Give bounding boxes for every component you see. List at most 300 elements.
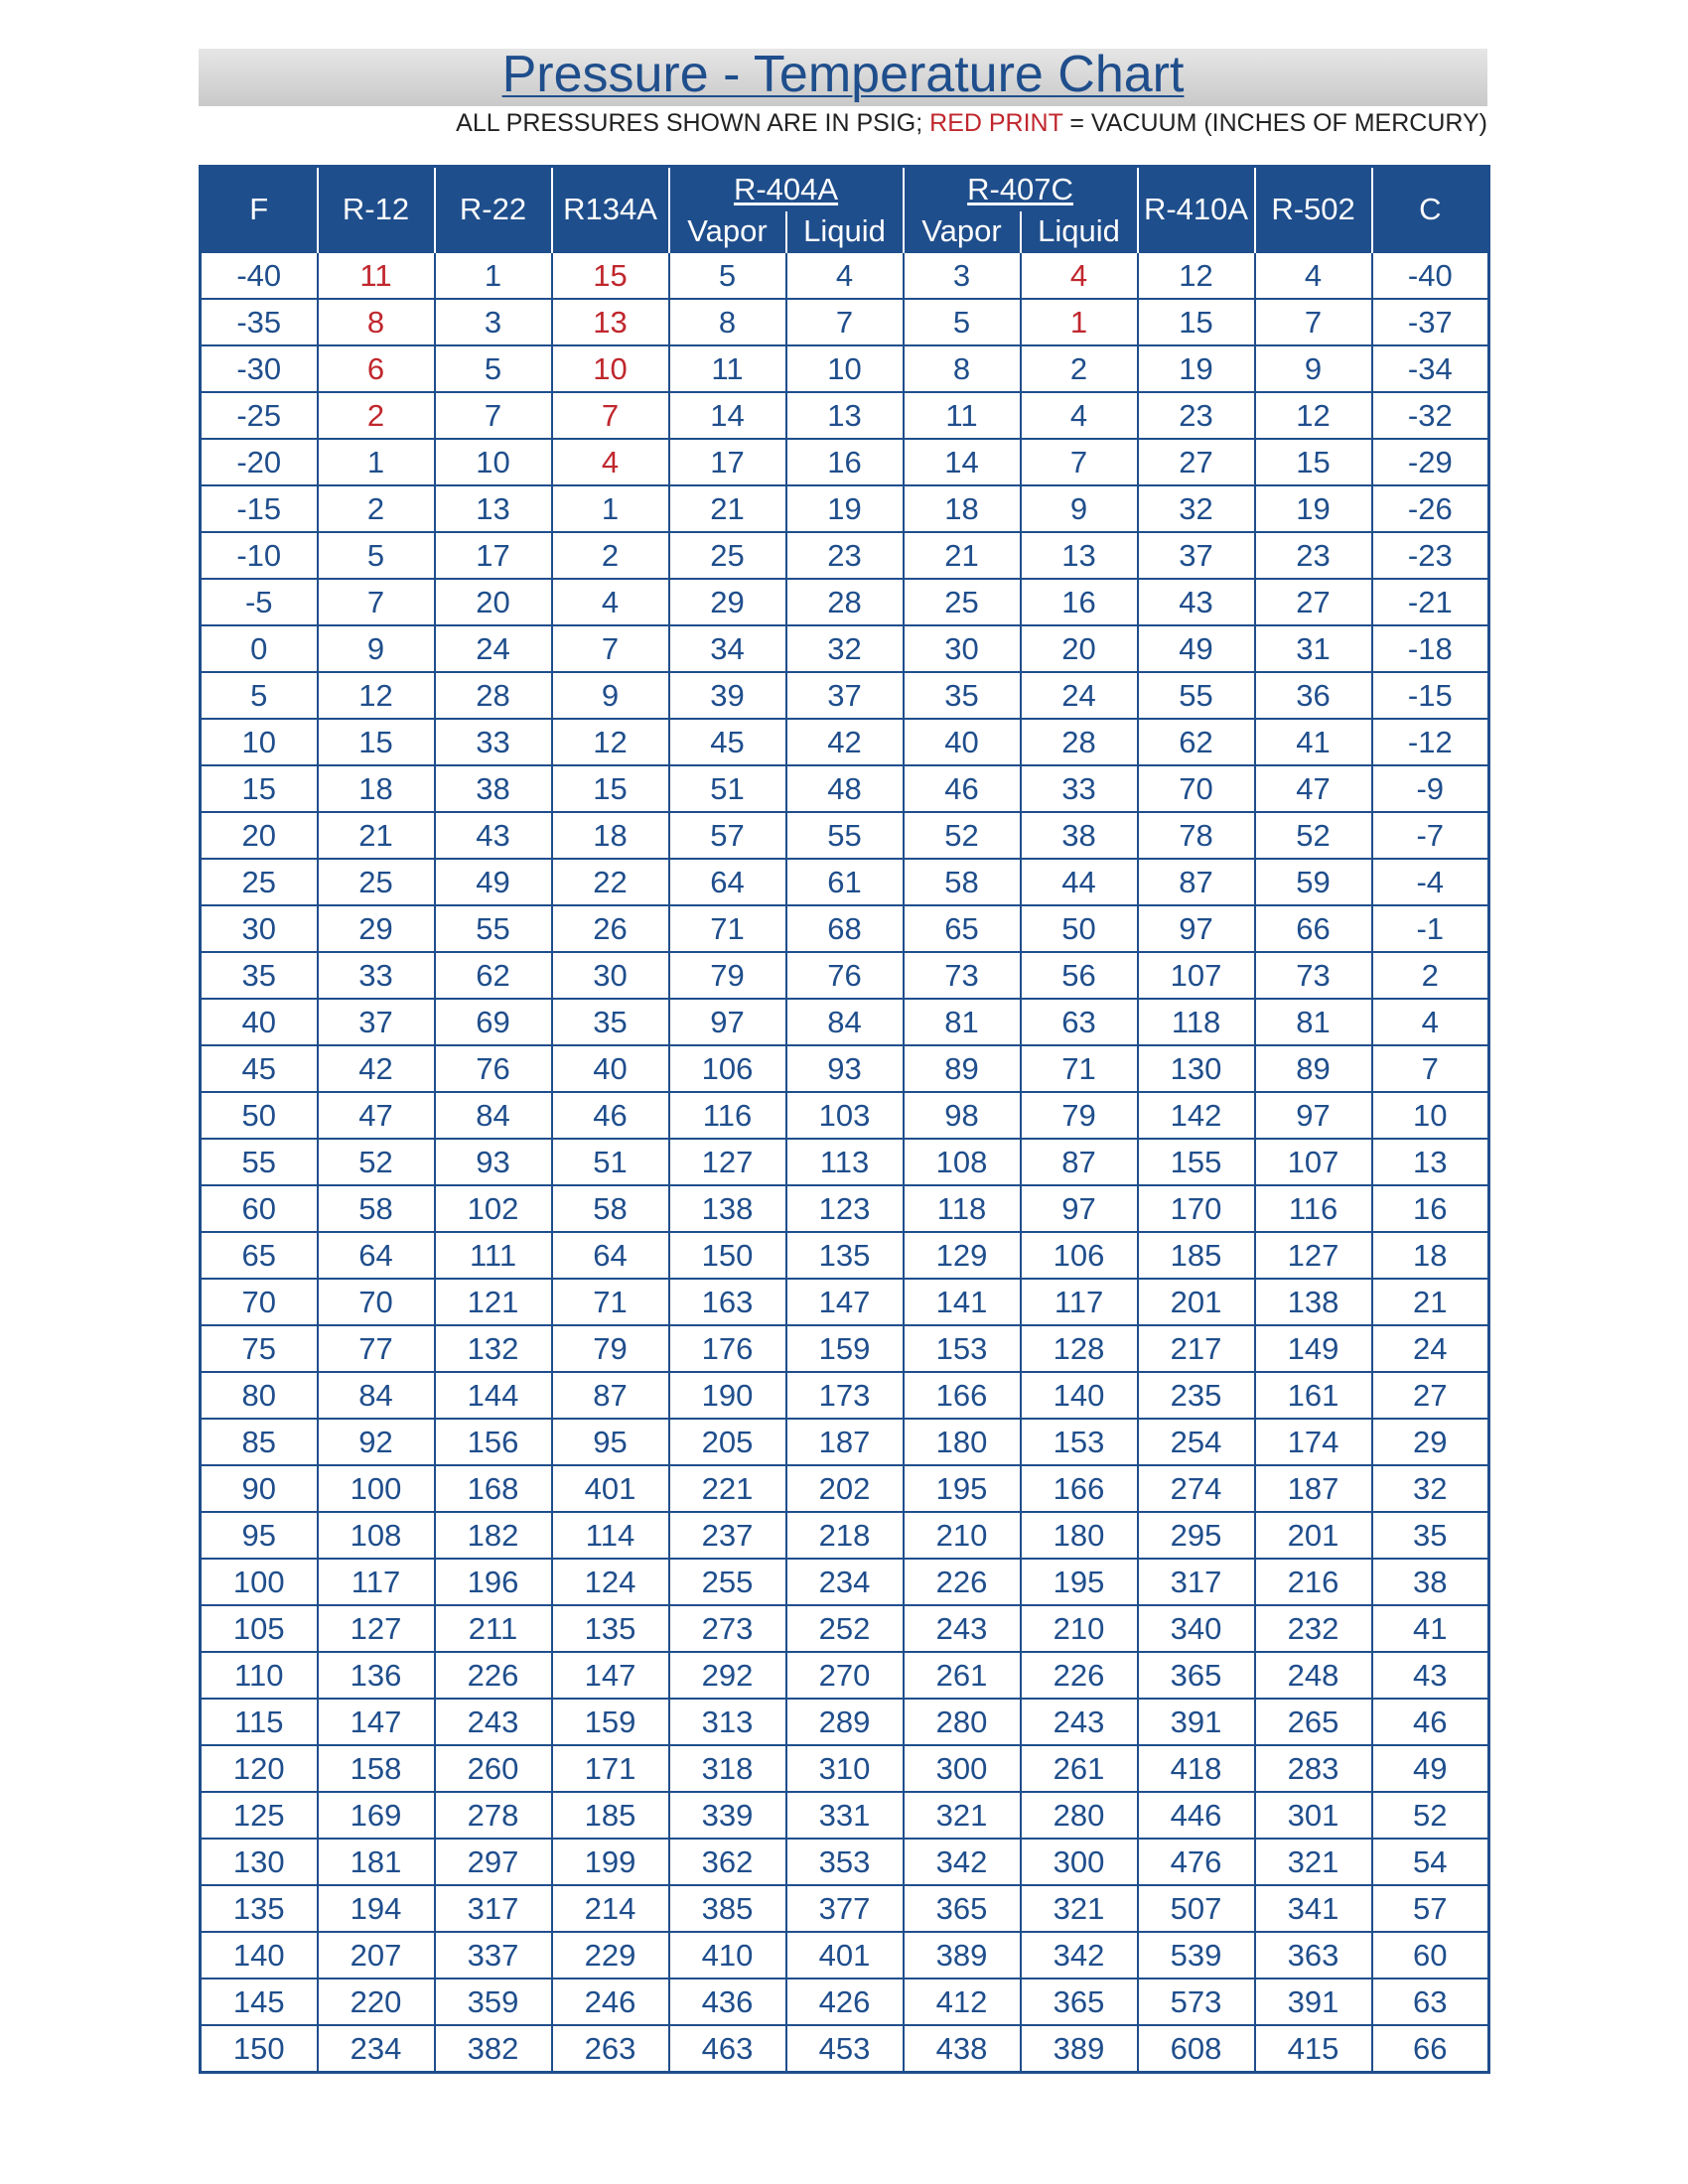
- table-cell: 27: [1372, 1372, 1489, 1419]
- table-cell: 401: [786, 1932, 904, 1979]
- table-cell: -10: [201, 532, 318, 579]
- table-row: [201, 1932, 1489, 1979]
- table-cell: 14: [904, 439, 1021, 485]
- table-cell: 97: [1255, 1092, 1372, 1139]
- table-cell: 187: [1255, 1465, 1372, 1512]
- table-cell: 48: [786, 765, 904, 812]
- table-cell: 7: [552, 392, 669, 439]
- table-cell: 89: [904, 1045, 1021, 1092]
- table-cell: 1: [552, 485, 669, 532]
- table-cell: 340: [1138, 1605, 1255, 1652]
- table-cell: 64: [552, 1232, 669, 1279]
- table-cell: 55: [201, 1139, 318, 1185]
- table-cell: 95: [552, 1419, 669, 1465]
- table-cell: 6: [318, 345, 435, 392]
- table-row: [201, 299, 1489, 345]
- table-cell: 132: [435, 1325, 552, 1372]
- table-row: [201, 1605, 1489, 1652]
- table-cell: 28: [786, 579, 904, 625]
- table-cell: 226: [904, 1559, 1021, 1605]
- table-cell: 98: [904, 1092, 1021, 1139]
- table-cell: 265: [1255, 1699, 1372, 1745]
- table-cell: 205: [669, 1419, 786, 1465]
- table-cell: 341: [1255, 1885, 1372, 1932]
- table-cell: 138: [669, 1185, 786, 1232]
- table-cell: 73: [904, 952, 1021, 999]
- table-cell: 158: [318, 1745, 435, 1792]
- table-cell: 58: [552, 1185, 669, 1232]
- table-cell: 9: [552, 672, 669, 719]
- table-row: [201, 579, 1489, 625]
- table-cell: 166: [904, 1372, 1021, 1419]
- table-cell: 261: [904, 1652, 1021, 1699]
- table-cell: 89: [1255, 1045, 1372, 1092]
- table-cell: 310: [786, 1745, 904, 1792]
- table-cell: 359: [435, 1979, 552, 2025]
- table-cell: -12: [1372, 719, 1489, 765]
- table-cell: 9: [1021, 485, 1138, 532]
- table-cell: 342: [1021, 1932, 1138, 1979]
- table-cell: 106: [1021, 1232, 1138, 1279]
- table-cell: 182: [435, 1512, 552, 1559]
- table-cell: 32: [1372, 1465, 1489, 1512]
- table-cell: 55: [435, 905, 552, 952]
- table-cell: 125: [201, 1792, 318, 1839]
- table-cell: 84: [435, 1092, 552, 1139]
- table-cell: 71: [1021, 1045, 1138, 1092]
- table-cell: 62: [435, 952, 552, 999]
- table-cell: -40: [201, 252, 318, 299]
- table-cell: 260: [435, 1745, 552, 1792]
- table-cell: 248: [1255, 1652, 1372, 1699]
- table-cell: 149: [1255, 1325, 1372, 1372]
- table-cell: -26: [1372, 485, 1489, 532]
- table-cell: 14: [669, 392, 786, 439]
- table-cell: 44: [1021, 859, 1138, 905]
- table-cell: -1: [1372, 905, 1489, 952]
- table-cell: 79: [669, 952, 786, 999]
- table-cell: 321: [904, 1792, 1021, 1839]
- table-cell: 42: [786, 719, 904, 765]
- table-cell: 57: [669, 812, 786, 859]
- table-cell: 120: [201, 1745, 318, 1792]
- table-cell: 136: [318, 1652, 435, 1699]
- table-cell: 252: [786, 1605, 904, 1652]
- table-row: [201, 1419, 1489, 1465]
- table-cell: 163: [669, 1279, 786, 1325]
- table-cell: 78: [1138, 812, 1255, 859]
- table-cell: 199: [552, 1839, 669, 1885]
- table-cell: 25: [904, 579, 1021, 625]
- table-cell: 63: [1372, 1979, 1489, 2025]
- header-r407c: R-407C: [904, 167, 1138, 212]
- table-cell: 156: [435, 1419, 552, 1465]
- table-cell: 217: [1138, 1325, 1255, 1372]
- table-row: [201, 1325, 1489, 1372]
- table-cell: 13: [1372, 1139, 1489, 1185]
- table-cell: 70: [1138, 765, 1255, 812]
- table-cell: 0: [201, 625, 318, 672]
- table-cell: 171: [552, 1745, 669, 1792]
- table-cell: -15: [1372, 672, 1489, 719]
- table-cell: 130: [1138, 1045, 1255, 1092]
- table-cell: 446: [1138, 1792, 1255, 1839]
- table-cell: 234: [318, 2025, 435, 2073]
- table-cell: 127: [318, 1605, 435, 1652]
- table-cell: 2: [1372, 952, 1489, 999]
- table-cell: 20: [435, 579, 552, 625]
- table-cell: 60: [201, 1185, 318, 1232]
- table-cell: 26: [552, 905, 669, 952]
- table-cell: 121: [435, 1279, 552, 1325]
- table-cell: 40: [904, 719, 1021, 765]
- table-cell: 339: [669, 1792, 786, 1839]
- table-cell: -5: [201, 579, 318, 625]
- table-cell: 331: [786, 1792, 904, 1839]
- table-cell: 71: [552, 1279, 669, 1325]
- table-cell: 93: [786, 1045, 904, 1092]
- table-cell: 49: [1138, 625, 1255, 672]
- table-cell: 20: [201, 812, 318, 859]
- table-cell: 100: [201, 1559, 318, 1605]
- table-cell: 16: [786, 439, 904, 485]
- table-cell: 202: [786, 1465, 904, 1512]
- table-cell: 19: [786, 485, 904, 532]
- header-r404a-vapor: Vapor: [669, 211, 786, 252]
- table-cell: -18: [1372, 625, 1489, 672]
- table-cell: 31: [1255, 625, 1372, 672]
- table-cell: 385: [669, 1885, 786, 1932]
- table-cell: 87: [552, 1372, 669, 1419]
- table-cell: 77: [318, 1325, 435, 1372]
- table-row: [201, 1092, 1489, 1139]
- table-cell: 135: [786, 1232, 904, 1279]
- table-cell: 5: [669, 252, 786, 299]
- table-cell: 46: [1372, 1699, 1489, 1745]
- table-cell: 476: [1138, 1839, 1255, 1885]
- table-cell: 180: [1021, 1512, 1138, 1559]
- table-cell: 24: [1372, 1325, 1489, 1372]
- table-cell: 4: [1372, 999, 1489, 1045]
- table-cell: 412: [904, 1979, 1021, 2025]
- table-body: [201, 252, 1489, 2073]
- table-row: [201, 1652, 1489, 1699]
- table-cell: -40: [1372, 252, 1489, 299]
- table-cell: 25: [318, 859, 435, 905]
- table-row: [201, 345, 1489, 392]
- table-cell: -37: [1372, 299, 1489, 345]
- table-cell: 3: [904, 252, 1021, 299]
- table-row: [201, 1745, 1489, 1792]
- table-cell: 41: [1255, 719, 1372, 765]
- table-cell: 12: [1138, 252, 1255, 299]
- table-cell: 313: [669, 1699, 786, 1745]
- table-cell: 261: [1021, 1745, 1138, 1792]
- table-cell: 300: [904, 1745, 1021, 1792]
- table-cell: 539: [1138, 1932, 1255, 1979]
- table-cell: 196: [435, 1559, 552, 1605]
- table-cell: 17: [669, 439, 786, 485]
- table-row: [201, 625, 1489, 672]
- table-cell: 1: [1021, 299, 1138, 345]
- table-cell: 166: [1021, 1465, 1138, 1512]
- table-cell: 45: [669, 719, 786, 765]
- table-cell: 7: [552, 625, 669, 672]
- table-cell: 54: [1372, 1839, 1489, 1885]
- table-cell: 28: [1021, 719, 1138, 765]
- table-cell: 12: [318, 672, 435, 719]
- table-row: [201, 672, 1489, 719]
- table-cell: 114: [552, 1512, 669, 1559]
- table-cell: 23: [786, 532, 904, 579]
- table-cell: 4: [552, 439, 669, 485]
- table-cell: 187: [786, 1419, 904, 1465]
- table-cell: 85: [201, 1419, 318, 1465]
- table-cell: -20: [201, 439, 318, 485]
- table-cell: 60: [1372, 1932, 1489, 1979]
- table-row: [201, 812, 1489, 859]
- table-cell: 195: [904, 1465, 1021, 1512]
- table-cell: 76: [435, 1045, 552, 1092]
- table-cell: 124: [552, 1559, 669, 1605]
- table-cell: 35: [1372, 1512, 1489, 1559]
- table-cell: 389: [1021, 2025, 1138, 2073]
- table-cell: 95: [201, 1512, 318, 1559]
- table-cell: 108: [318, 1512, 435, 1559]
- table-cell: 365: [1138, 1652, 1255, 1699]
- table-cell: 232: [1255, 1605, 1372, 1652]
- table-row: [201, 1792, 1489, 1839]
- table-cell: 87: [1138, 859, 1255, 905]
- header-r12: R-12: [318, 167, 435, 253]
- table-cell: 51: [552, 1139, 669, 1185]
- table-cell: 207: [318, 1932, 435, 1979]
- table-cell: 5: [435, 345, 552, 392]
- units-note-part1: ALL PRESSURES SHOWN ARE IN PSIG;: [456, 109, 930, 137]
- table-cell: 353: [786, 1839, 904, 1885]
- table-cell: 4: [1255, 252, 1372, 299]
- table-cell: 92: [318, 1419, 435, 1465]
- table-cell: 29: [1372, 1419, 1489, 1465]
- table-cell: 7: [318, 579, 435, 625]
- units-note: [456, 107, 1487, 139]
- table-cell: 66: [1372, 2025, 1489, 2073]
- table-cell: 317: [435, 1885, 552, 1932]
- table-cell: 401: [552, 1465, 669, 1512]
- table-cell: 23: [1255, 532, 1372, 579]
- table-cell: 9: [318, 625, 435, 672]
- table-cell: 97: [669, 999, 786, 1045]
- page-title: Pressure - Temperature Chart: [501, 46, 1185, 103]
- table-cell: 36: [1255, 672, 1372, 719]
- table-cell: 274: [1138, 1465, 1255, 1512]
- table-cell: 507: [1138, 1885, 1255, 1932]
- table-cell: 22: [552, 859, 669, 905]
- table-cell: 263: [552, 2025, 669, 2073]
- table-row: [201, 485, 1489, 532]
- table-cell: 115: [201, 1699, 318, 1745]
- table-cell: 38: [1021, 812, 1138, 859]
- table-cell: 43: [1372, 1652, 1489, 1699]
- table-row: [201, 1045, 1489, 1092]
- table-cell: 23: [1138, 392, 1255, 439]
- table-cell: 4: [552, 579, 669, 625]
- table-cell: 10: [1372, 1092, 1489, 1139]
- table-cell: 173: [786, 1372, 904, 1419]
- table-row: [201, 859, 1489, 905]
- table-cell: 214: [552, 1885, 669, 1932]
- header-r22: R-22: [435, 167, 552, 253]
- table-cell: 138: [1255, 1279, 1372, 1325]
- table-cell: 195: [1021, 1559, 1138, 1605]
- table-cell: -21: [1372, 579, 1489, 625]
- table-cell: 27: [1255, 579, 1372, 625]
- table-cell: 10: [435, 439, 552, 485]
- table-cell: 80: [201, 1372, 318, 1419]
- pressure-temperature-table: [199, 165, 1490, 2074]
- table-cell: -23: [1372, 532, 1489, 579]
- table-cell: 128: [1021, 1325, 1138, 1372]
- table-cell: 147: [552, 1652, 669, 1699]
- table-row: [201, 1279, 1489, 1325]
- header-r134a: R134A: [552, 167, 669, 253]
- table-cell: 100: [318, 1465, 435, 1512]
- table-cell: 116: [669, 1092, 786, 1139]
- table-cell: 17: [435, 532, 552, 579]
- table-cell: 140: [201, 1932, 318, 1979]
- table-cell: 365: [1021, 1979, 1138, 2025]
- table-cell: 7: [1255, 299, 1372, 345]
- table-cell: 90: [201, 1465, 318, 1512]
- table-cell: 15: [552, 252, 669, 299]
- table-cell: 40: [552, 1045, 669, 1092]
- table-cell: 283: [1255, 1745, 1372, 1792]
- table-cell: 47: [1255, 765, 1372, 812]
- table-cell: 21: [318, 812, 435, 859]
- table-cell: 321: [1255, 1839, 1372, 1885]
- table-cell: 52: [1372, 1792, 1489, 1839]
- table-cell: 19: [1255, 485, 1372, 532]
- table-cell: 38: [435, 765, 552, 812]
- table-cell: 32: [786, 625, 904, 672]
- table-cell: 117: [1021, 1279, 1138, 1325]
- table-cell: 110: [201, 1652, 318, 1699]
- table-row: [201, 765, 1489, 812]
- table-cell: 40: [201, 999, 318, 1045]
- table-cell: 24: [435, 625, 552, 672]
- table-cell: -30: [201, 345, 318, 392]
- table-cell: 73: [1255, 952, 1372, 999]
- table-cell: 81: [1255, 999, 1372, 1045]
- table-cell: 161: [1255, 1372, 1372, 1419]
- table-row: [201, 1372, 1489, 1419]
- table-cell: 243: [1021, 1699, 1138, 1745]
- table-cell: 180: [904, 1419, 1021, 1465]
- table-row: [201, 439, 1489, 485]
- table-cell: 190: [669, 1372, 786, 1419]
- table-cell: 297: [435, 1839, 552, 1885]
- table-cell: 7: [435, 392, 552, 439]
- table-row: [201, 1139, 1489, 1185]
- table-cell: -25: [201, 392, 318, 439]
- table-cell: 75: [201, 1325, 318, 1372]
- table-cell: 29: [318, 905, 435, 952]
- table-cell: 150: [201, 2025, 318, 2073]
- table-cell: 382: [435, 2025, 552, 2073]
- table-row: [201, 252, 1489, 299]
- table-cell: 292: [669, 1652, 786, 1699]
- table-row: [201, 392, 1489, 439]
- table-cell: 150: [669, 1232, 786, 1279]
- table-cell: 168: [435, 1465, 552, 1512]
- table-row: [201, 2025, 1489, 2073]
- table-cell: -4: [1372, 859, 1489, 905]
- table-cell: 56: [1021, 952, 1138, 999]
- table-cell: 2: [318, 392, 435, 439]
- table-cell: 12: [1255, 392, 1372, 439]
- table-cell: 13: [552, 299, 669, 345]
- table-cell: 15: [1138, 299, 1255, 345]
- table-cell: 174: [1255, 1419, 1372, 1465]
- table-cell: 15: [552, 765, 669, 812]
- table-cell: 24: [1021, 672, 1138, 719]
- table-cell: 49: [435, 859, 552, 905]
- table-cell: 337: [435, 1932, 552, 1979]
- table-cell: 246: [552, 1979, 669, 2025]
- table-cell: 159: [552, 1699, 669, 1745]
- header-f: F: [201, 167, 318, 253]
- table-cell: 70: [318, 1279, 435, 1325]
- table-cell: 365: [904, 1885, 1021, 1932]
- table-cell: 181: [318, 1839, 435, 1885]
- header-r410a: R-410A: [1138, 167, 1255, 253]
- table-cell: 573: [1138, 1979, 1255, 2025]
- table-cell: 64: [318, 1232, 435, 1279]
- table-cell: 55: [1138, 672, 1255, 719]
- table-cell: 8: [669, 299, 786, 345]
- table-cell: 10: [201, 719, 318, 765]
- table-cell: 147: [786, 1279, 904, 1325]
- table-cell: 68: [786, 905, 904, 952]
- table-cell: 220: [318, 1979, 435, 2025]
- table-cell: 107: [1138, 952, 1255, 999]
- table-cell: 142: [1138, 1092, 1255, 1139]
- table-cell: 243: [435, 1699, 552, 1745]
- table-cell: 38: [1372, 1559, 1489, 1605]
- table-cell: 2: [318, 485, 435, 532]
- table-cell: 46: [904, 765, 1021, 812]
- table-cell: 111: [435, 1232, 552, 1279]
- table-cell: 4: [1021, 392, 1138, 439]
- table-cell: 243: [904, 1605, 1021, 1652]
- table-cell: 58: [904, 859, 1021, 905]
- table-cell: 33: [435, 719, 552, 765]
- table-cell: 127: [669, 1139, 786, 1185]
- table-cell: 102: [435, 1185, 552, 1232]
- table-cell: 18: [318, 765, 435, 812]
- table-cell: 5: [904, 299, 1021, 345]
- table-cell: 97: [1138, 905, 1255, 952]
- table-cell: 463: [669, 2025, 786, 2073]
- table-cell: 147: [318, 1699, 435, 1745]
- header-r407c-vapor: Vapor: [904, 211, 1021, 252]
- table-cell: 254: [1138, 1419, 1255, 1465]
- table-cell: 87: [1021, 1139, 1138, 1185]
- table-cell: 301: [1255, 1792, 1372, 1839]
- table-cell: 58: [318, 1185, 435, 1232]
- table-cell: 13: [435, 485, 552, 532]
- table-cell: 391: [1255, 1979, 1372, 2025]
